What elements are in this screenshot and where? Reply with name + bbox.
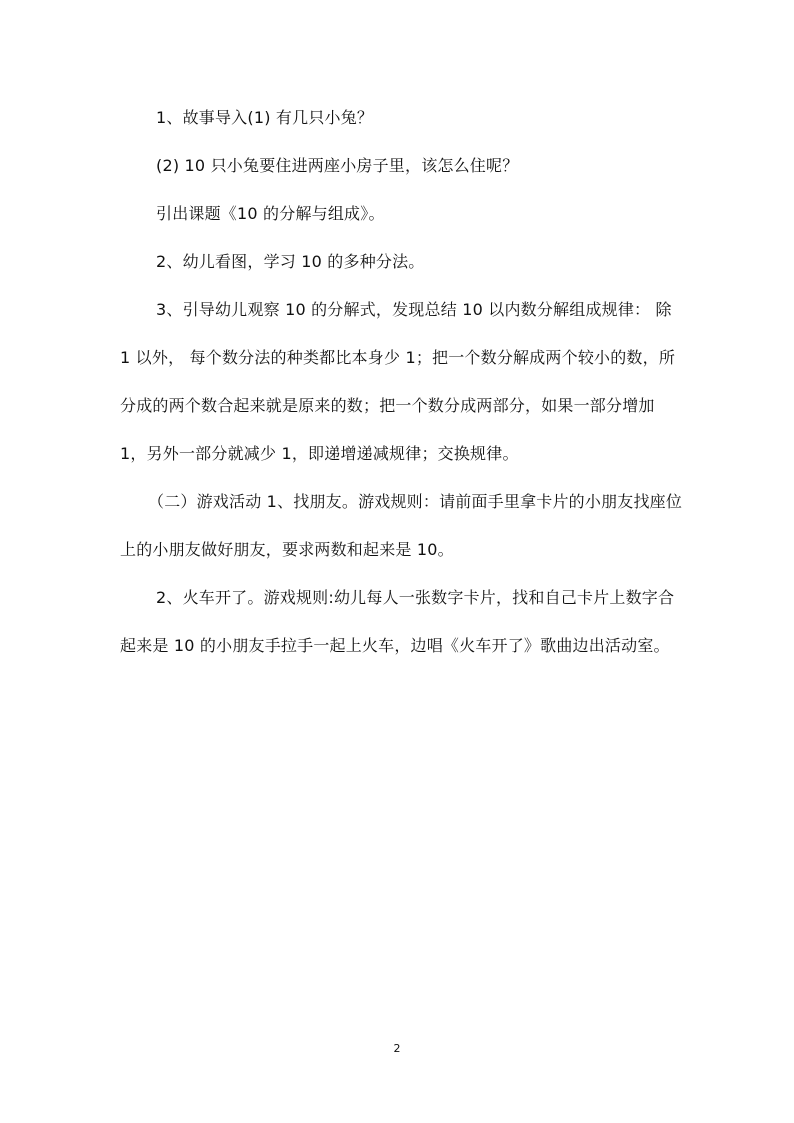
paragraph-picture-learning: 2、幼儿看图，学习 10 的多种分法。 [156, 252, 425, 271]
paragraph-lesson-title: 引出课题《10 的分解与组成》。 [156, 204, 385, 223]
paragraph-rabbits-question: (2) 10 只小兔要住进两座小房子里，该怎么住呢？ [156, 156, 519, 175]
paragraph-story-intro: 1、故事导入(1) 有几只小兔？ [156, 108, 374, 127]
page-number: 2 [393, 1042, 401, 1055]
paragraph-game-find-friends: （二）游戏活动 1、找朋友。游戏规则：请前面手里拿卡片的小朋友找座位上的小朋友做好朋友，要求两数和起来是 10。 [120, 492, 683, 559]
document-body [120, 94, 683, 670]
paragraph-game-train: 2、火车开了。游戏规则:幼儿每人一张数字卡片，找和自己卡片上数字合起来是 10 的小朋友手拉手一起上火车，边唱《火车开了》歌曲边出活动室。 [120, 588, 675, 655]
paragraph-decomposition-rules: 3、引导幼儿观察 10 的分解式，发现总结 10 以内数分解组成规律： 除 1 以外， 每个数分法的种类都比本身少 1；把一个数分解成两个较小的数，所分成的两个数合起来就是原来的数；把一个数分成两部分，如果一部分增加 1，另外一部分就减少 1，即递增递减规律；交换规律。 [120, 300, 676, 463]
